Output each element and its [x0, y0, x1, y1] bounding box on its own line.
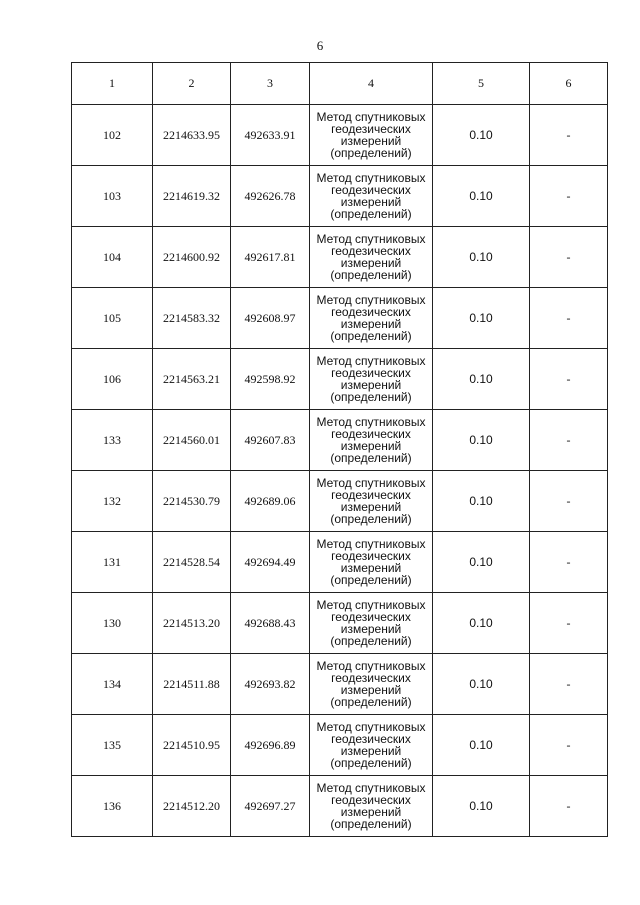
page-number: 6 [316, 38, 324, 53]
y-coordinate-cell: 492633.91 [231, 105, 310, 166]
method-line: геодезических [331, 244, 411, 258]
point-number-cell: 105 [72, 288, 153, 349]
method-cell [310, 593, 433, 654]
table-body [72, 105, 608, 837]
method-cell [310, 654, 433, 715]
method-line: Метод спутниковых [316, 171, 426, 185]
method-line: Метод спутниковых [316, 232, 426, 246]
method-cell [310, 349, 433, 410]
y-coordinate-cell: 492617.81 [231, 227, 310, 288]
x-coordinate-cell: 2214619.32 [153, 166, 231, 227]
x-coordinate-cell: 2214528.54 [153, 532, 231, 593]
point-number-cell: 106 [72, 349, 153, 410]
header-cell-6: 6 [530, 63, 608, 105]
method-line: Метод спутниковых [316, 476, 426, 490]
x-coordinate-cell: 2214512.20 [153, 776, 231, 837]
accuracy-cell: 0.10 [433, 105, 530, 166]
table-row [72, 593, 608, 654]
y-coordinate-cell: 492598.92 [231, 349, 310, 410]
method-line: измерений [340, 561, 402, 575]
method-line: геодезических [331, 183, 411, 197]
method-line: Метод спутниковых [316, 720, 426, 734]
table-row [72, 654, 608, 715]
method-line: измерений [340, 195, 402, 209]
method-line: (определений) [330, 634, 412, 648]
description-cell: - [530, 105, 608, 166]
method-cell [310, 288, 433, 349]
header-cell-2: 2 [153, 63, 231, 105]
table-row [72, 349, 608, 410]
method-line: Метод спутниковых [316, 354, 426, 368]
method-line: (определений) [330, 756, 412, 770]
point-number-cell: 131 [72, 532, 153, 593]
method-cell [310, 532, 433, 593]
accuracy-cell: 0.10 [433, 227, 530, 288]
method-line: геодезических [331, 549, 411, 563]
header-cell-5: 5 [433, 63, 530, 105]
method-cell [310, 471, 433, 532]
point-number-cell: 136 [72, 776, 153, 837]
method-line: (определений) [330, 573, 412, 587]
method-line: (определений) [330, 146, 412, 160]
y-coordinate-cell: 492608.97 [231, 288, 310, 349]
method-cell [310, 166, 433, 227]
method-line: измерений [340, 317, 402, 331]
method-line: Метод спутниковых [316, 659, 426, 673]
y-coordinate-cell: 492694.49 [231, 532, 310, 593]
point-number-cell: 135 [72, 715, 153, 776]
method-line: измерений [340, 744, 402, 758]
method-line: геодезических [331, 793, 411, 807]
header-cell-4: 4 [310, 63, 433, 105]
description-cell: - [530, 166, 608, 227]
method-cell [310, 227, 433, 288]
point-number-cell: 134 [72, 654, 153, 715]
point-number-cell: 104 [72, 227, 153, 288]
method-line: Метод спутниковых [316, 110, 426, 124]
x-coordinate-cell: 2214530.79 [153, 471, 231, 532]
table-row [72, 227, 608, 288]
accuracy-cell: 0.10 [433, 715, 530, 776]
method-cell [310, 715, 433, 776]
description-cell: - [530, 532, 608, 593]
point-number-cell: 132 [72, 471, 153, 532]
table-row [72, 166, 608, 227]
header-cell-3: 3 [231, 63, 310, 105]
method-line: измерений [340, 256, 402, 270]
table-row [72, 471, 608, 532]
method-line: геодезических [331, 427, 411, 441]
table-row [72, 532, 608, 593]
y-coordinate-cell: 492697.27 [231, 776, 310, 837]
method-line: геодезических [331, 305, 411, 319]
x-coordinate-cell: 2214513.20 [153, 593, 231, 654]
method-cell [310, 776, 433, 837]
accuracy-cell: 0.10 [433, 349, 530, 410]
accuracy-cell: 0.10 [433, 593, 530, 654]
header-cell-1: 1 [72, 63, 153, 105]
method-line: измерений [340, 805, 402, 819]
y-coordinate-cell: 492693.82 [231, 654, 310, 715]
accuracy-cell: 0.10 [433, 471, 530, 532]
accuracy-cell: 0.10 [433, 288, 530, 349]
description-cell: - [530, 654, 608, 715]
x-coordinate-cell: 2214563.21 [153, 349, 231, 410]
method-line: измерений [340, 500, 402, 514]
y-coordinate-cell: 492696.89 [231, 715, 310, 776]
description-cell: - [530, 593, 608, 654]
method-line: геодезических [331, 732, 411, 746]
description-cell: - [530, 349, 608, 410]
accuracy-cell: 0.10 [433, 776, 530, 837]
method-line: (определений) [330, 329, 412, 343]
x-coordinate-cell: 2214511.88 [153, 654, 231, 715]
y-coordinate-cell: 492689.06 [231, 471, 310, 532]
y-coordinate-cell: 492607.83 [231, 410, 310, 471]
coordinates-table [71, 62, 608, 837]
x-coordinate-cell: 2214560.01 [153, 410, 231, 471]
method-line: (определений) [330, 817, 412, 831]
y-coordinate-cell: 492688.43 [231, 593, 310, 654]
method-line: измерений [340, 134, 402, 148]
y-coordinate-cell: 492626.78 [231, 166, 310, 227]
table-row [72, 410, 608, 471]
method-line: измерений [340, 378, 402, 392]
point-number-cell: 102 [72, 105, 153, 166]
x-coordinate-cell: 2214633.95 [153, 105, 231, 166]
method-line: (определений) [330, 268, 412, 282]
method-line: Метод спутниковых [316, 598, 426, 612]
method-line: измерений [340, 683, 402, 697]
x-coordinate-cell: 2214583.32 [153, 288, 231, 349]
description-cell: - [530, 715, 608, 776]
description-cell: - [530, 471, 608, 532]
method-line: Метод спутниковых [316, 415, 426, 429]
x-coordinate-cell: 2214510.95 [153, 715, 231, 776]
point-number-cell: 133 [72, 410, 153, 471]
method-line: (определений) [330, 512, 412, 526]
method-line: (определений) [330, 695, 412, 709]
method-line: измерений [340, 622, 402, 636]
table-row [72, 715, 608, 776]
method-line: геодезических [331, 671, 411, 685]
method-line: Метод спутниковых [316, 537, 426, 551]
accuracy-cell: 0.10 [433, 532, 530, 593]
description-cell: - [530, 776, 608, 837]
description-cell: - [530, 410, 608, 471]
method-line: Метод спутниковых [316, 293, 426, 307]
method-line: геодезических [331, 488, 411, 502]
method-line: (определений) [330, 207, 412, 221]
description-cell: - [530, 227, 608, 288]
table-row [72, 105, 608, 166]
x-coordinate-cell: 2214600.92 [153, 227, 231, 288]
method-line: измерений [340, 439, 402, 453]
description-cell: - [530, 288, 608, 349]
method-line: геодезических [331, 366, 411, 380]
point-number-cell: 103 [72, 166, 153, 227]
method-line: (определений) [330, 390, 412, 404]
accuracy-cell: 0.10 [433, 166, 530, 227]
header-row [72, 63, 608, 105]
method-line: геодезических [331, 610, 411, 624]
method-line: геодезических [331, 122, 411, 136]
table-row [72, 776, 608, 837]
table-row [72, 288, 608, 349]
method-line: Метод спутниковых [316, 781, 426, 795]
accuracy-cell: 0.10 [433, 654, 530, 715]
method-cell [310, 410, 433, 471]
point-number-cell: 130 [72, 593, 153, 654]
method-cell [310, 105, 433, 166]
method-line: (определений) [330, 451, 412, 465]
accuracy-cell: 0.10 [433, 410, 530, 471]
